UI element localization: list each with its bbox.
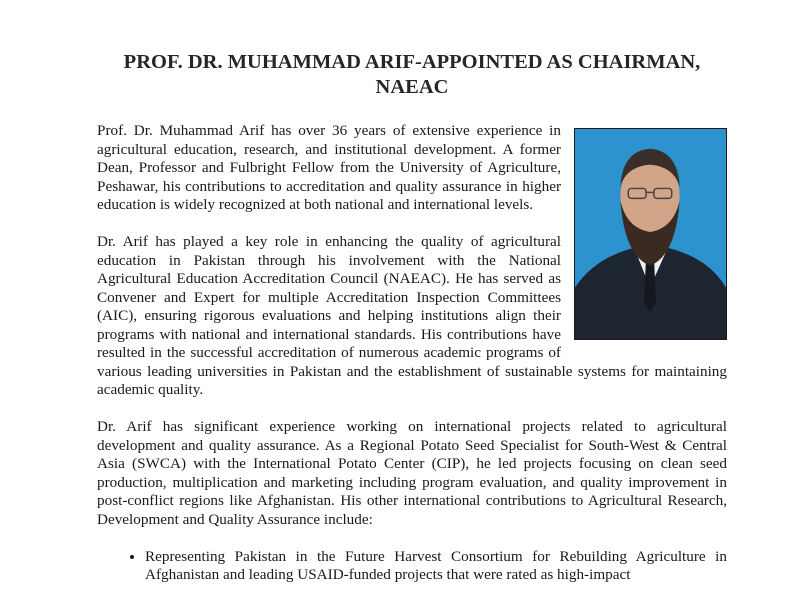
paragraph-international-projects: Dr. Arif has significant experience working on international projects related to agricultural development and quality assurance. As a Regional Potato Seed Specialist for South-West & Central Asia (SWCA) with the International Potato Center (CIP), he led projects focusing on clean seed production, multiplication and marketing including program evaluation, and quality improvement in post-conflict regions like Afghanistan. His other international contributions to Agricultural Research, Development and Quality Assurance include: bbox=[97, 418, 727, 528]
list-item: • Representing Pakistan in the Future Harvest Consortium for Rebuilding Agriculture in Afghanistan and leading USAID-funded projects that were rated as high-impact bbox=[145, 548, 727, 585]
portrait-image bbox=[575, 129, 726, 339]
article-body bbox=[97, 122, 727, 585]
paragraph-naeac-role: Dr. Arif has played a key role in enhancing the quality of agricultural education in Pakistan through his involvement with the National Agricultural Education Accreditation Council (NAEAC). He has served as Convener and Expert for multiple Accreditation Inspection Committees (AIC), ensuring rigorous evaluations and helping institutions align their programs with national and international standards. His contributions have resulted in the successful accreditation of numerous academic programs of various leading universities in Pakistan and the establishment of sustainable systems for maintaining academic quality. bbox=[97, 233, 727, 398]
contributions-list bbox=[97, 548, 727, 585]
paragraph-experience: Prof. Dr. Muhammad Arif has over 36 years of extensive experience in agricultural education, research, and institutional development. A former Dean, Professor and Fulbright Fellow from the University of Agriculture, Peshawar, his contributions to accreditation and quality assurance in higher education is widely recognized at both national and international levels. bbox=[97, 122, 561, 213]
page-title: PROF. DR. MUHAMMAD ARIF-APPOINTED AS CHAIRMAN, NAEAC bbox=[123, 51, 701, 98]
portrait-photo bbox=[574, 128, 727, 340]
